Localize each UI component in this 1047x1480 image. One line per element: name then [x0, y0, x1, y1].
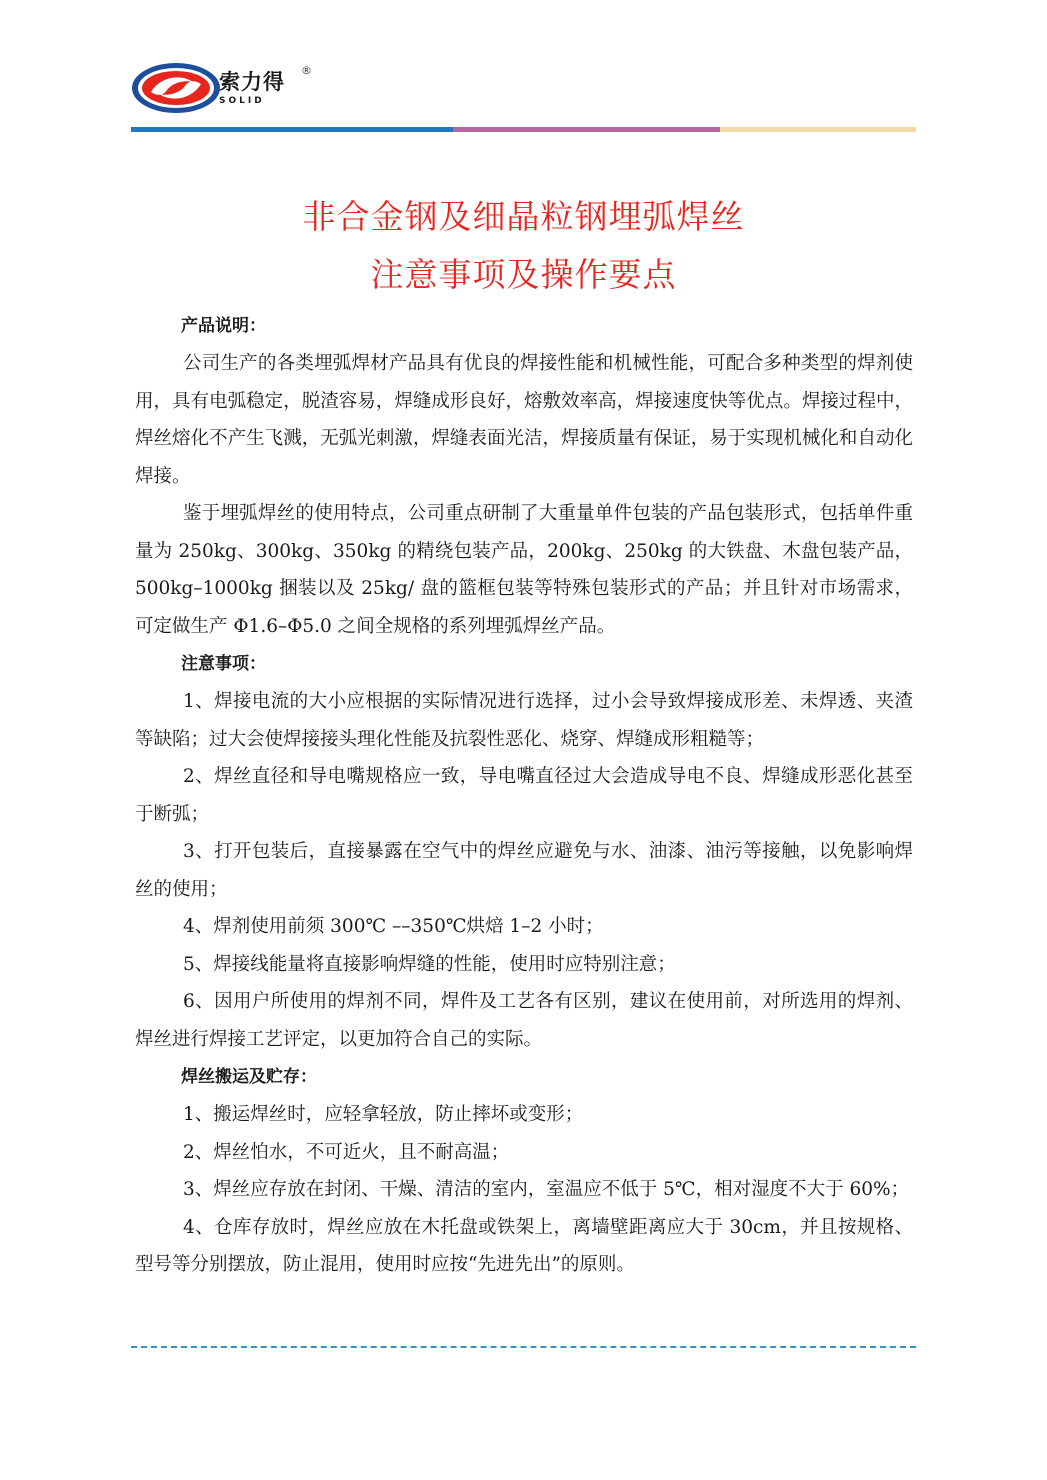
solid-logo-icon: [131, 62, 221, 114]
product-paragraph-2: 鉴于埋弧焊丝的使用特点，公司重点研制了大重量单件包装的产品包装形式，包括单件重量为 250kg、300kg、350kg 的精绕包装产品，200kg、250kg 的大铁盘、木盘包装产品，500kg–1000kg 捆装以及 25kg/ 盘的篮框包装等特殊包装形式的产品；并且针对市场需求，可定做生产 Φ1.6–Φ5.0 之间全规格的系列埋弧焊丝产品。: [135, 503, 913, 637]
section-heading-product: 产品说明：: [181, 316, 266, 336]
product-paragraph-1: 公司生产的各类埋弧焊材产品具有优良的焊接性能和机械性能，可配合多种类型的焊剂使用，具有电弧稳定，脱渣容易，焊缝成形良好，熔敷效率高，焊接速度快等优点。焊接过程中，焊丝熔化不产生飞溅，无弧光刺激，焊缝表面光洁，焊接质量有保证，易于实现机械化和自动化焊接。: [135, 353, 913, 487]
page-header: [131, 62, 916, 134]
brand-name: [219, 64, 312, 106]
registered-mark: ®: [301, 64, 312, 77]
footer-dashed-divider: [131, 1346, 916, 1348]
storage-item-1: 1、搬运焊丝时，应轻拿轻放，防止摔坏或变形；: [183, 1104, 584, 1125]
notes-item-3: 3、打开包装后，直接暴露在空气中的焊丝应避免与水、油漆、油污等接触，以免影响焊丝的使用；: [135, 841, 913, 900]
document-title-line1: 非合金钢及细晶粒钢埋弧焊丝: [302, 197, 745, 236]
brand-name-en: SOLID: [219, 96, 265, 106]
section-heading-notes: 注意事项：: [181, 654, 266, 674]
header-bar-beige: [720, 127, 916, 132]
notes-item-2: 2、焊丝直径和导电嘴规格应一致，导电嘴直径过大会造成导电不良、焊缝成形恶化甚至于断弧；: [135, 766, 913, 825]
document-body: [135, 307, 913, 1284]
storage-item-3: 3、焊丝应存放在封闭、干燥、清洁的室内，室温应不低于 5℃，相对湿度不大于 60%；: [183, 1179, 910, 1200]
document-title-line2: 注意事项及操作要点: [370, 255, 677, 294]
header-bar-purple: [453, 127, 720, 132]
header-bar-blue: [131, 127, 453, 132]
header-color-bar: [131, 127, 916, 132]
storage-item-4: 4、仓库存放时，焊丝应放在木托盘或铁架上，离墙壁距离应大于 30cm，并且按规格、型号等分别摆放，防止混用，使用时应按“先进先出”的原则。: [135, 1216, 913, 1275]
section-heading-storage: 焊丝搬运及贮存：: [181, 1067, 317, 1087]
storage-item-2: 2、焊丝怕水，不可近火，且不耐高温；: [183, 1141, 510, 1163]
notes-item-6: 6、因用户所使用的焊剂不同，焊件及工艺各有区别，建议在使用前，对所选用的焊剂、焊丝进行焊接工艺评定，以更加符合自己的实际。: [135, 991, 913, 1050]
notes-item-5: 5、焊接线能量将直接影响焊缝的性能，使用时应特别注意；: [183, 953, 676, 975]
notes-item-4: 4、焊剂使用前须 300℃ ––350℃烘焙 1–2 小时；: [183, 916, 604, 937]
notes-item-1: 1、焊接电流的大小应根据的实际情况进行选择，过小会导致焊接成形差、未焊透、夹渣等缺陷；过大会使焊接接头理化性能及抗裂性恶化、烧穿、焊缝成形粗糙等；: [135, 691, 913, 750]
brand-name-cn: 索力得: [219, 70, 285, 94]
